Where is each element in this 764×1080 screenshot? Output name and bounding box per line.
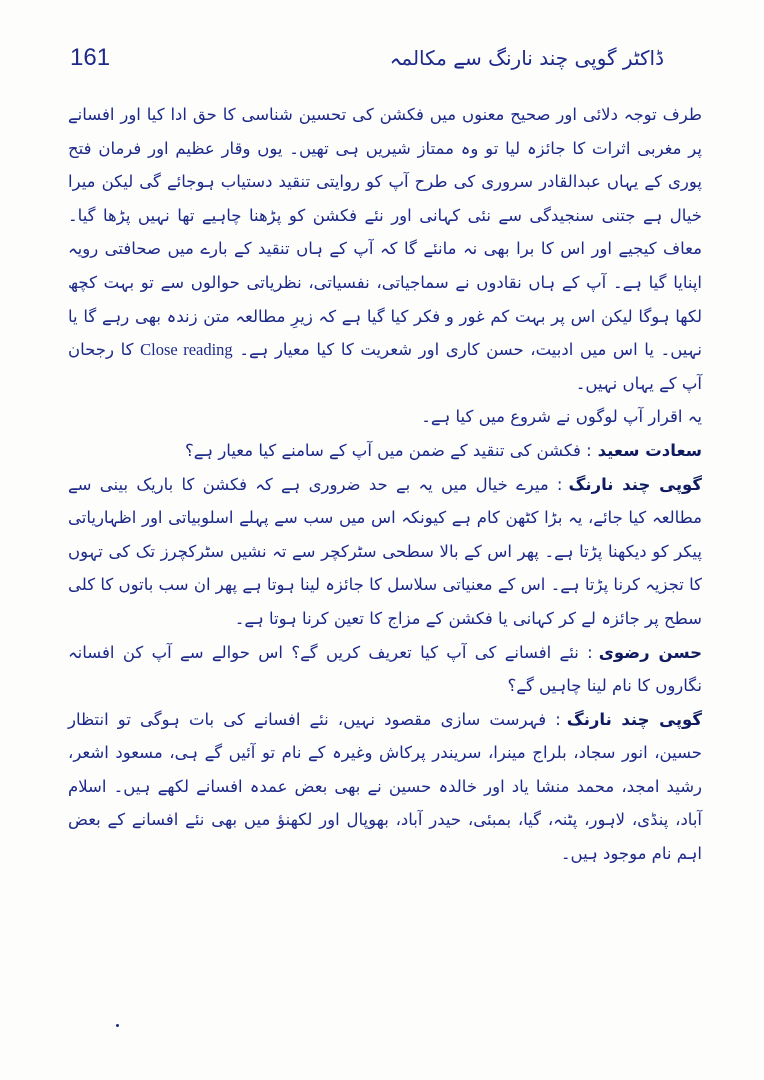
- page-number: 161: [70, 44, 111, 71]
- page-header: [70, 38, 664, 78]
- speaker-name: سعادت سعید: [597, 440, 702, 460]
- page-body: [68, 98, 702, 1000]
- speaker-name: حسن رضوی: [598, 642, 703, 662]
- answer-gopi-chand-narang-2: [68, 703, 702, 871]
- question-text: : نئے افسانے کی آپ کیا تعریف کریں گے؟ اس حوالے سے آپ کن افسانہ نگاروں کا نام لینا چاہیں گے؟: [68, 642, 702, 696]
- closing-line-text: یہ اقرار آپ لوگوں نے شروع میں کیا ہے۔: [421, 407, 702, 427]
- answer-gopi-chand-narang-1: [68, 468, 702, 636]
- question-hasan-rizvi: [68, 636, 702, 703]
- paragraph-question-continuation: [68, 98, 702, 400]
- question-saadat-saeed: [68, 434, 702, 468]
- answer-text: : فہرست سازی مقصود نہیں، نئے افسانے کی بات ہوگی تو انتظار حسین، انور سجاد، بلراج مینرا، سریندر پرکاش وغیرہ کے نام تو آئیں گے ہی، مسعود اشعر، رشید امجد، محمد منشا یاد اور خالدہ حسین نے بھی بعض عمدہ افسانے لکھے ہیں۔ اسلام آباد، پنڈی، لاہور، پٹنہ، گیا، بمبئی، حیدر آباد، بھوپال اور لکھنؤ میں بھی نئے افسانے کے بعض اہم نام موجود ہیں۔: [68, 709, 702, 864]
- paragraph-closing-line: [68, 400, 702, 434]
- speaker-name: گوپی چند نارنگ: [566, 709, 702, 729]
- answer-text: : میرے خیال میں یہ بے حد ضروری ہے کہ فکشن کا باریک بینی سے مطالعہ کیا جائے، یہ بڑا کٹھن کام ہے کیونکہ اس میں سب سے پہلے اسلوبیاتی اور اظہاریاتی پیکر کو دیکھنا پڑتا ہے۔ پھر اس کے بالا سطحی سٹرکچر سے تہ نشیں سٹرکچرز تک کی تہوں کا تجزیہ کرنا پڑتا ہے۔ اس کے معنیاتی سلاسل کا جائزہ لینا ہوتا ہے پھر ان سب باتوں کا کلی سطح پر جائزہ لے کر کہانی یا فکشن کے مزاج کا تعین کرنا ہوتا ہے۔: [68, 474, 702, 628]
- english-term: Close reading: [140, 340, 233, 360]
- question-text-end: کا رجحان آپ کے یہاں نہیں۔: [68, 340, 702, 393]
- running-title: ڈاکٹر گوپی چند نارنگ سے مکالمہ: [389, 46, 664, 70]
- speaker-name: گوپی چند نارنگ: [568, 474, 702, 494]
- question-text: : فکشن کی تنقید کے ضمن میں آپ کے سامنے کیا معیار ہے؟: [184, 440, 592, 460]
- stray-dot-mark: [116, 1024, 119, 1027]
- question-text: طرف توجہ دلائی اور صحیح معنوں میں فکشن کی تحسین شناسی کا حق ادا کیا اور افسانے پر مغربی اثرات کا جائزہ لیا تو وہ ممتاز شیریں ہی تھیں۔ یوں وقار عظیم اور فرمان فتح پوری کے یہاں عبدالقادر سروری کی طرح آپ کو روایتی تنقید دستیاب ہوجائے گی لیکن میرا خیال ہے جتنی سنجیدگی سے نئی کہانی اور نئے فکشن کو پڑھنا چاہیے تھا نہیں پڑھا گیا۔ معاف کیجیے اور اس کا برا بھی نہ مانئے گا کہ آپ کے ہاں تنقید کے بارے میں صحافتی رویہ اپنایا گیا ہے۔ آپ کے ہاں نقادوں نے سماجیاتی، نفسیاتی، نظریاتی حوالوں سے تو بہت کچھ لکھا ہوگا لیکن اس پر بہت کم غور و فکر کیا گیا ہے کہ زیرِ مطالعہ متن زندہ بھی رہے گا یا نہیں۔ یا اس میں ادبیت، حسن کاری اور شعریت کا کیا معیار ہے۔: [68, 105, 702, 360]
